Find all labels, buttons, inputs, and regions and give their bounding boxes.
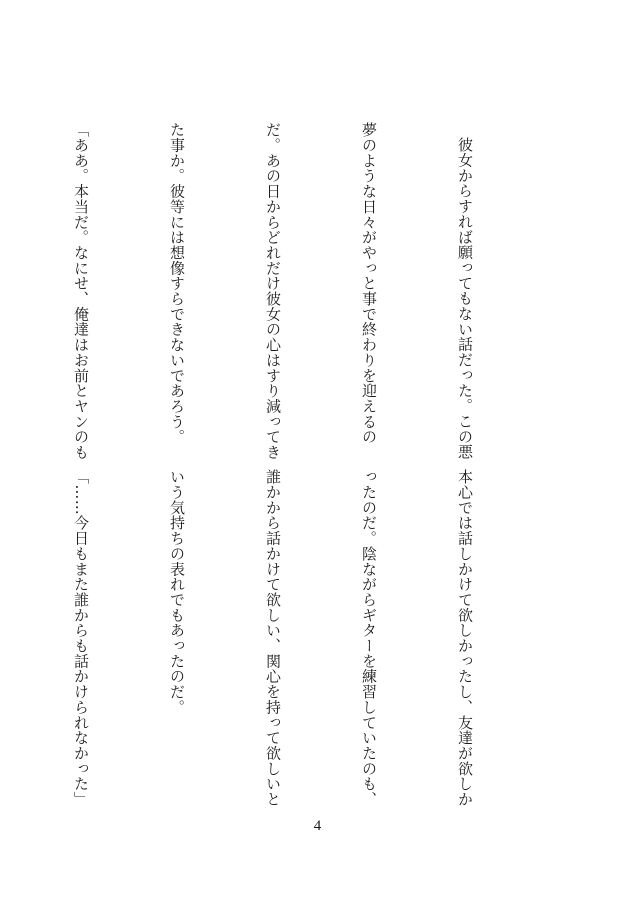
text-line: 「……今日もまた誰からも話かけられなかった」 [72, 469, 90, 807]
text-line [0, 122, 1, 452]
text-line: 「ああ。本当だ。なにせ、俺達はお前とヤンのも [72, 122, 90, 460]
text-line: 彼女からすれば願ってもない話だった。この悪 [456, 137, 474, 460]
text-line: いう気持ちの表れでもあったのだ。 [168, 469, 186, 715]
text-line: 誰かから話かけて欲しい、関心を持って欲しいと [264, 469, 282, 807]
text-line: 本心では話しかけて欲しかったし、友達が欲しか [456, 469, 474, 807]
text-line: ったのだ。陰ながらギターを練習していたのも、 [360, 469, 378, 807]
upper-text-block [72, 122, 545, 460]
text-line: 夢のような日々がやっと事で終わりを迎えるの [360, 122, 378, 445]
text-line: た事か。彼等には想像すらできないであろう。 [168, 122, 186, 445]
text-line: だ。あの日からどれだけ彼女の心はすり減ってき [264, 122, 282, 460]
text-line [0, 469, 1, 799]
lower-text-block [72, 469, 545, 807]
page-number: 4 [313, 818, 322, 834]
